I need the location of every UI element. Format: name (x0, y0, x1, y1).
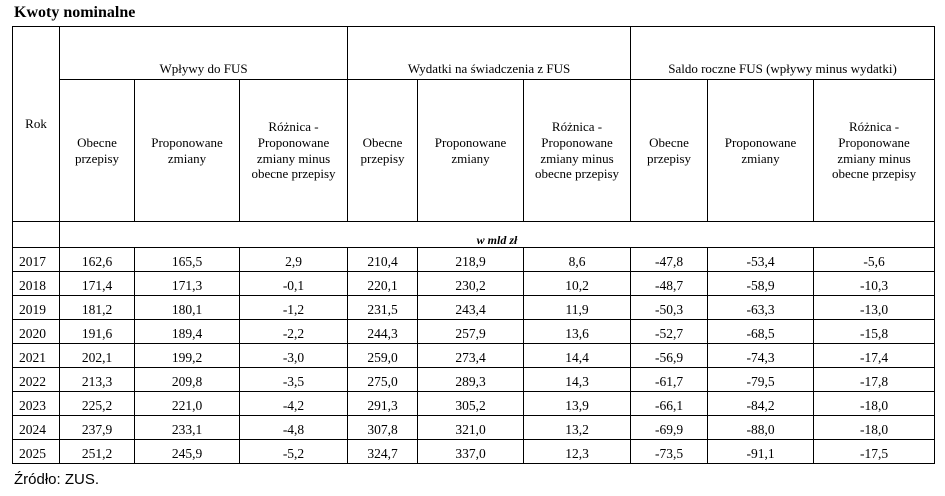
header-sub-current: Obecne przepisy (631, 80, 708, 222)
value-cell: 337,0 (418, 440, 524, 464)
header-group-wydatki: Wydatki na świadczenia z FUS (348, 27, 631, 80)
value-cell: -47,8 (631, 248, 708, 272)
value-cell: 11,9 (524, 296, 631, 320)
value-cell: 218,9 (418, 248, 524, 272)
value-cell: -73,5 (631, 440, 708, 464)
value-cell: -63,3 (708, 296, 814, 320)
year-cell: 2021 (13, 344, 60, 368)
value-cell: -79,5 (708, 368, 814, 392)
value-cell: 171,3 (135, 272, 240, 296)
value-cell: 180,1 (135, 296, 240, 320)
value-cell: 233,1 (135, 416, 240, 440)
value-cell: -3,0 (240, 344, 348, 368)
value-cell: 230,2 (418, 272, 524, 296)
header-rok: Rok (13, 27, 60, 222)
header-sub-diff: Różnica - Proponowane zmiany minus obecne przepisy (240, 80, 348, 222)
year-cell: 2017 (13, 248, 60, 272)
header-group-saldo: Saldo roczne FUS (wpływy minus wydatki) (631, 27, 935, 80)
value-cell: 289,3 (418, 368, 524, 392)
header-sub-proposed: Proponowane zmiany (708, 80, 814, 222)
header-sub-proposed: Proponowane zmiany (418, 80, 524, 222)
value-cell: 191,6 (60, 320, 135, 344)
value-cell: 231,5 (348, 296, 418, 320)
value-cell: -10,3 (814, 272, 935, 296)
year-cell: 2025 (13, 440, 60, 464)
value-cell: 162,6 (60, 248, 135, 272)
value-cell: 244,3 (348, 320, 418, 344)
value-cell: 225,2 (60, 392, 135, 416)
value-cell: -2,2 (240, 320, 348, 344)
value-cell: -68,5 (708, 320, 814, 344)
table-row (13, 416, 935, 440)
value-cell: 13,2 (524, 416, 631, 440)
table-row (13, 368, 935, 392)
value-cell: -5,2 (240, 440, 348, 464)
table-row (13, 248, 935, 272)
value-cell: -18,0 (814, 416, 935, 440)
table-row (13, 296, 935, 320)
value-cell: -58,9 (708, 272, 814, 296)
value-cell: -50,3 (631, 296, 708, 320)
value-cell: 10,2 (524, 272, 631, 296)
value-cell: 273,4 (418, 344, 524, 368)
value-cell: 259,0 (348, 344, 418, 368)
value-cell: -4,2 (240, 392, 348, 416)
value-cell: 189,4 (135, 320, 240, 344)
value-cell: -56,9 (631, 344, 708, 368)
value-cell: -13,0 (814, 296, 935, 320)
value-cell: -61,7 (631, 368, 708, 392)
value-cell: 257,9 (418, 320, 524, 344)
value-cell: 202,1 (60, 344, 135, 368)
year-cell: 2020 (13, 320, 60, 344)
value-cell: 209,8 (135, 368, 240, 392)
value-cell: 2,9 (240, 248, 348, 272)
value-cell: -74,3 (708, 344, 814, 368)
value-cell: 291,3 (348, 392, 418, 416)
value-cell: -5,6 (814, 248, 935, 272)
value-cell: -69,9 (631, 416, 708, 440)
value-cell: 251,2 (60, 440, 135, 464)
value-cell: -53,4 (708, 248, 814, 272)
fus-table (12, 26, 935, 464)
value-cell: -52,7 (631, 320, 708, 344)
header-sub-proposed: Proponowane zmiany (135, 80, 240, 222)
value-cell: 171,4 (60, 272, 135, 296)
value-cell: 245,9 (135, 440, 240, 464)
value-cell: -1,2 (240, 296, 348, 320)
value-cell: 14,3 (524, 368, 631, 392)
table-row (13, 392, 935, 416)
header-sub-diff: Różnica - Proponowane zmiany minus obecne przepisy (524, 80, 631, 222)
value-cell: 13,6 (524, 320, 631, 344)
table-row (13, 320, 935, 344)
value-cell: -84,2 (708, 392, 814, 416)
table-row (13, 344, 935, 368)
value-cell: -88,0 (708, 416, 814, 440)
value-cell: 221,0 (135, 392, 240, 416)
value-cell: 275,0 (348, 368, 418, 392)
value-cell: -17,4 (814, 344, 935, 368)
value-cell: -48,7 (631, 272, 708, 296)
value-cell: 12,3 (524, 440, 631, 464)
table-row (13, 272, 935, 296)
value-cell: 199,2 (135, 344, 240, 368)
year-cell: 2018 (13, 272, 60, 296)
table-title: Kwoty nominalne (14, 4, 136, 21)
header-sub-current: Obecne przepisy (60, 80, 135, 222)
table-row (13, 440, 935, 464)
value-cell: -4,8 (240, 416, 348, 440)
value-cell: 307,8 (348, 416, 418, 440)
value-cell: -0,1 (240, 272, 348, 296)
value-cell: 213,3 (60, 368, 135, 392)
value-cell: 165,5 (135, 248, 240, 272)
value-cell: 220,1 (348, 272, 418, 296)
unit-spacer (13, 222, 60, 248)
value-cell: -3,5 (240, 368, 348, 392)
header-group-wplywy: Wpływy do FUS (60, 27, 348, 80)
value-cell: -66,1 (631, 392, 708, 416)
year-cell: 2023 (13, 392, 60, 416)
value-cell: 8,6 (524, 248, 631, 272)
value-cell: -91,1 (708, 440, 814, 464)
value-cell: 13,9 (524, 392, 631, 416)
value-cell: 243,4 (418, 296, 524, 320)
value-cell: -18,0 (814, 392, 935, 416)
value-cell: 181,2 (60, 296, 135, 320)
value-cell: 14,4 (524, 344, 631, 368)
year-cell: 2022 (13, 368, 60, 392)
source-note: Źródło: ZUS. (14, 471, 100, 488)
value-cell: 237,9 (60, 416, 135, 440)
header-sub-current: Obecne przepisy (348, 80, 418, 222)
value-cell: 305,2 (418, 392, 524, 416)
value-cell: -17,8 (814, 368, 935, 392)
year-cell: 2024 (13, 416, 60, 440)
value-cell: 321,0 (418, 416, 524, 440)
year-cell: 2019 (13, 296, 60, 320)
header-sub-diff: Różnica - Proponowane zmiany minus obecne przepisy (814, 80, 935, 222)
value-cell: -15,8 (814, 320, 935, 344)
unit-label: w mld zł (60, 222, 935, 248)
value-cell: 324,7 (348, 440, 418, 464)
value-cell: 210,4 (348, 248, 418, 272)
value-cell: -17,5 (814, 440, 935, 464)
